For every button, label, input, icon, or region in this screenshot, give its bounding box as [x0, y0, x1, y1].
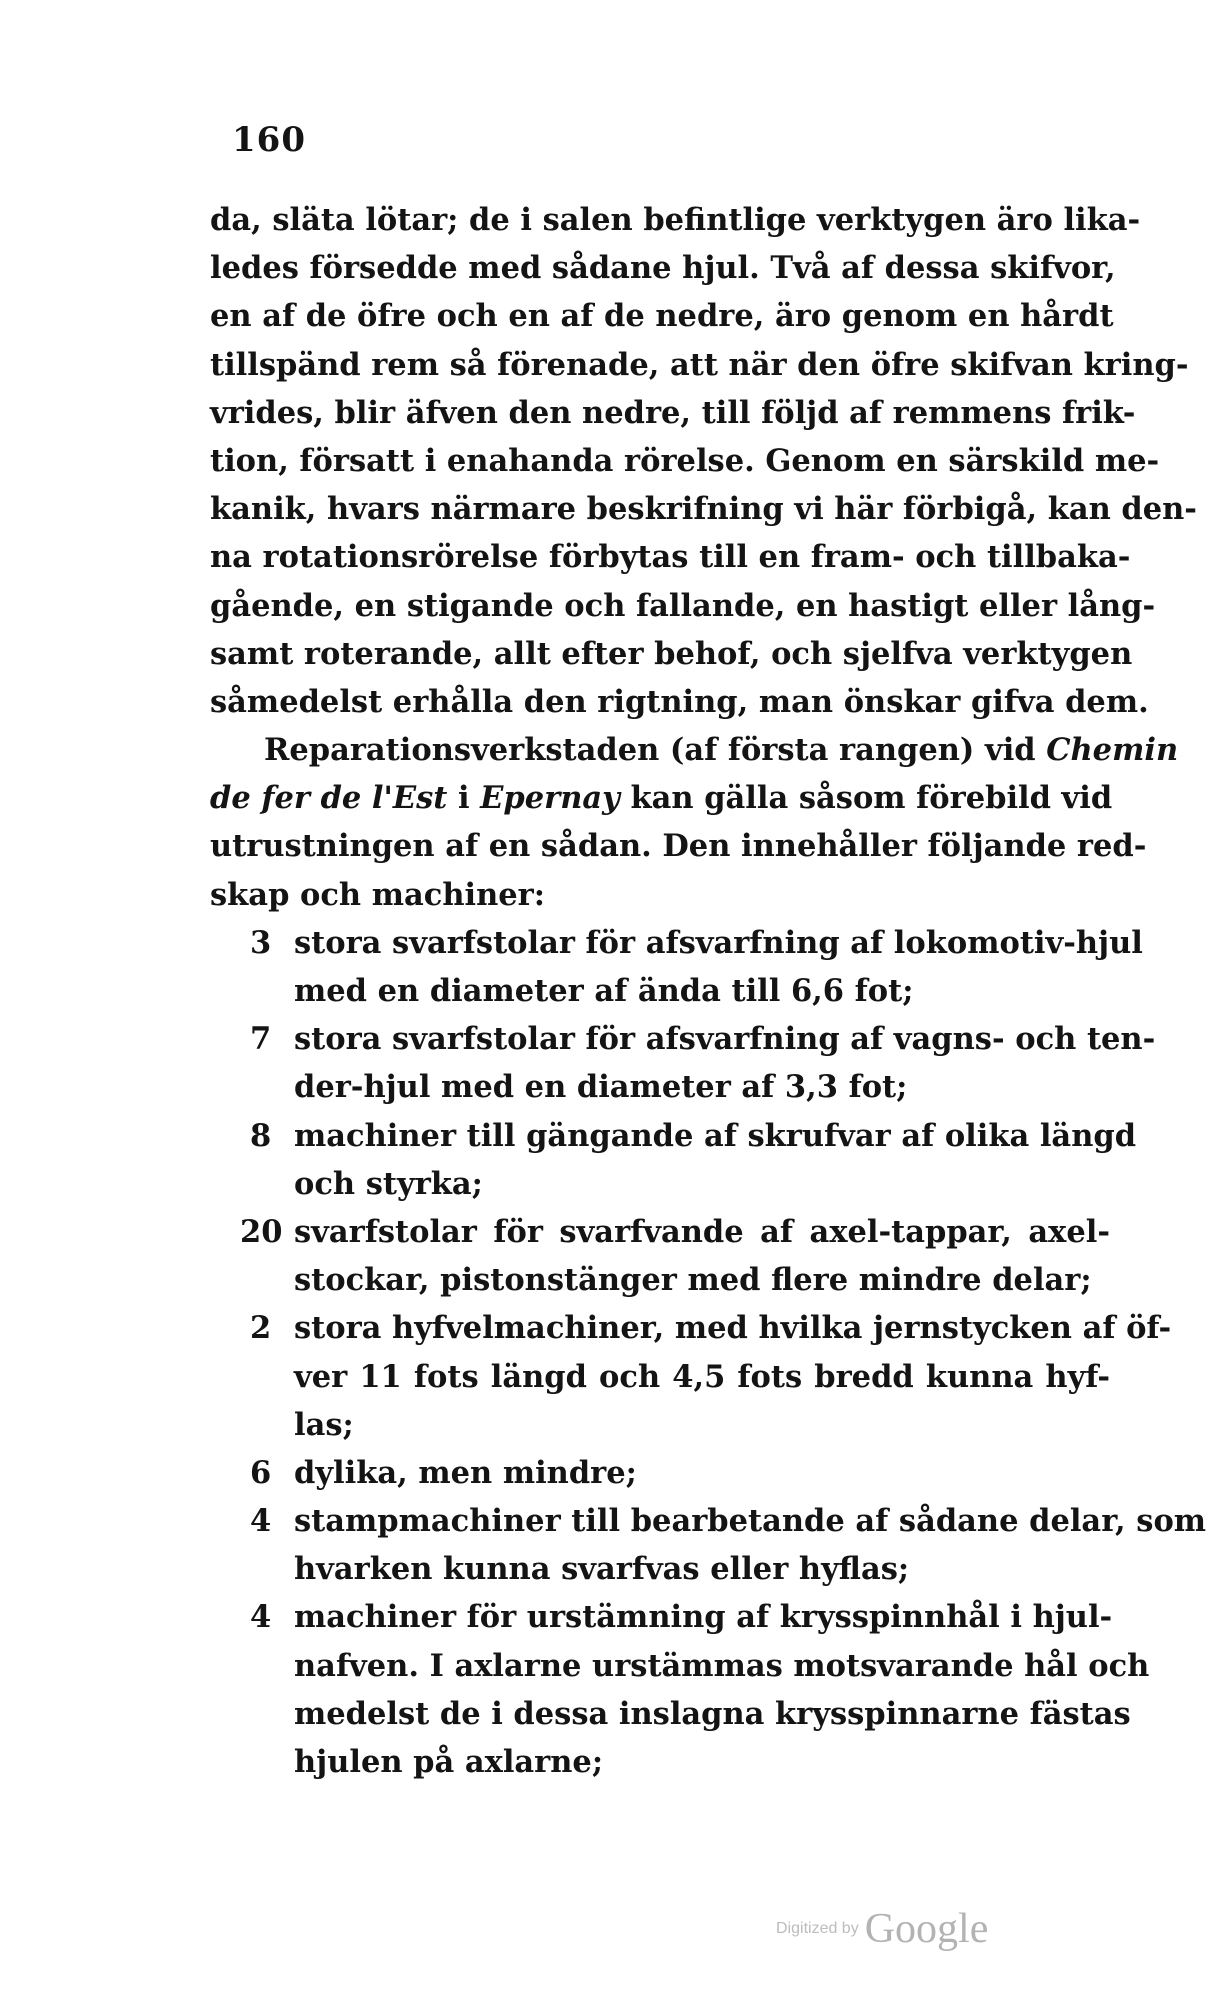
text-line: utrustningen af en sådan. Den innehåller följande red- [210, 828, 1147, 865]
text-line: ver 11 fots längd och 4,5 fots bredd kunna hyf- [294, 1358, 1110, 1395]
page-number: 160 [232, 120, 306, 160]
item-count: 20 [240, 1213, 283, 1250]
text-line: na rotationsrörelse förbytas till en fram- och tillbaka- [210, 539, 1131, 576]
list-item [210, 1112, 1137, 1208]
text-line: hjulen på axlarne; [294, 1744, 604, 1780]
text-line: gående, en stigande och fallande, en hastigt eller lång- [210, 587, 1156, 624]
text-line: vrides, blir äfven den nedre, till följd af remmens frik- [210, 394, 1136, 431]
text-line [210, 726, 1179, 774]
paragraph-2 [210, 726, 1179, 919]
page-body [210, 196, 1207, 1786]
text-line: såmedelst erhålla den rigtning, man önskar gifva dem. [210, 683, 1149, 720]
item-count: 8 [250, 1117, 272, 1154]
text-run: kan gälla såsom förebild vid [619, 780, 1113, 817]
text-line: skap och machiner: [210, 876, 545, 913]
text-line: dylika, men mindre; [294, 1454, 637, 1491]
item-count: 7 [250, 1021, 272, 1058]
item-count: 3 [250, 924, 272, 961]
digitized-watermark [776, 1905, 988, 1953]
text-line: svarfstolar för svarfvande af axel-tappar, axel- [294, 1213, 1110, 1250]
item-count: 6 [250, 1454, 272, 1491]
list-item [210, 1593, 1150, 1786]
paragraph-1 [210, 196, 1197, 726]
list-item [210, 919, 1143, 1015]
text-line: machiner för urstämning af krysspinnhål i hjul- [294, 1599, 1113, 1636]
italic-run: de fer de l'Est [210, 780, 448, 817]
italic-run: Epernay [480, 780, 620, 817]
list-item [210, 1015, 1156, 1111]
list-item [210, 1497, 1207, 1593]
item-count: 4 [250, 1503, 272, 1540]
text-line: stora svarfstolar för afsvarfning af lokomotiv-hjul [294, 924, 1143, 961]
text-line: tion, försatt i enahanda rörelse. Genom en särskild me- [210, 442, 1160, 479]
item-count: 2 [250, 1310, 272, 1347]
text-line: med en diameter af ända till 6,6 fot; [294, 973, 914, 1009]
text-line: stampmachiner till bearbetande af sådane delar, som [294, 1503, 1207, 1540]
text-line: hvarken kunna svarfvas eller hyflas; [294, 1551, 910, 1588]
text-line: kanik, hvars närmare beskrifning vi här förbigå, kan den- [210, 491, 1197, 528]
digitized-by-label: Digitized by [776, 1920, 859, 1937]
text-line: och styrka; [294, 1165, 483, 1202]
list-item [210, 1208, 1110, 1304]
text-line: stora svarfstolar för afsvarfning af vagns- och ten- [294, 1021, 1156, 1058]
text-line: machiner till gängande af skrufvar af olika längd [294, 1117, 1137, 1154]
text-run: Reparationsverkstaden (af första rangen) vid [264, 732, 1047, 769]
text-line: nafven. I axlarne urstämmas motsvarande hål och [294, 1647, 1150, 1684]
text-line: der-hjul med en diameter af 3,3 fot; [294, 1069, 908, 1106]
item-count: 4 [250, 1599, 272, 1636]
text-line: medelst de i dessa inslagna krysspinnarne fästas [294, 1695, 1131, 1732]
italic-run: Chemin [1046, 732, 1179, 769]
text-line: en af de öfre och en af de nedre, äro genom en hårdt [210, 298, 1114, 335]
text-line: stora hyfvelmachiner, med hvilka jernstycken af öf- [294, 1310, 1172, 1347]
text-line: stockar, pistonstänger med flere mindre delar; [294, 1262, 1092, 1299]
text-line: tillspänd rem så förenade, att när den öfre skifvan kring- [210, 346, 1189, 383]
google-logo: Google [864, 1906, 989, 1952]
equipment-list [210, 919, 1207, 1786]
text-line: ledes försedde med sådane hjul. Två af dessa skifvor, [210, 250, 1116, 287]
list-item [210, 1304, 1172, 1449]
list-item [210, 1449, 1110, 1497]
text-line: las; [294, 1406, 354, 1443]
text-line [210, 774, 1113, 822]
text-line: samt roterande, allt efter behof, och sjelfva verktygen [210, 635, 1133, 672]
text-run: i [447, 780, 481, 817]
text-line: da, släta lötar; de i salen befintlige verktygen äro lika- [210, 202, 1141, 238]
